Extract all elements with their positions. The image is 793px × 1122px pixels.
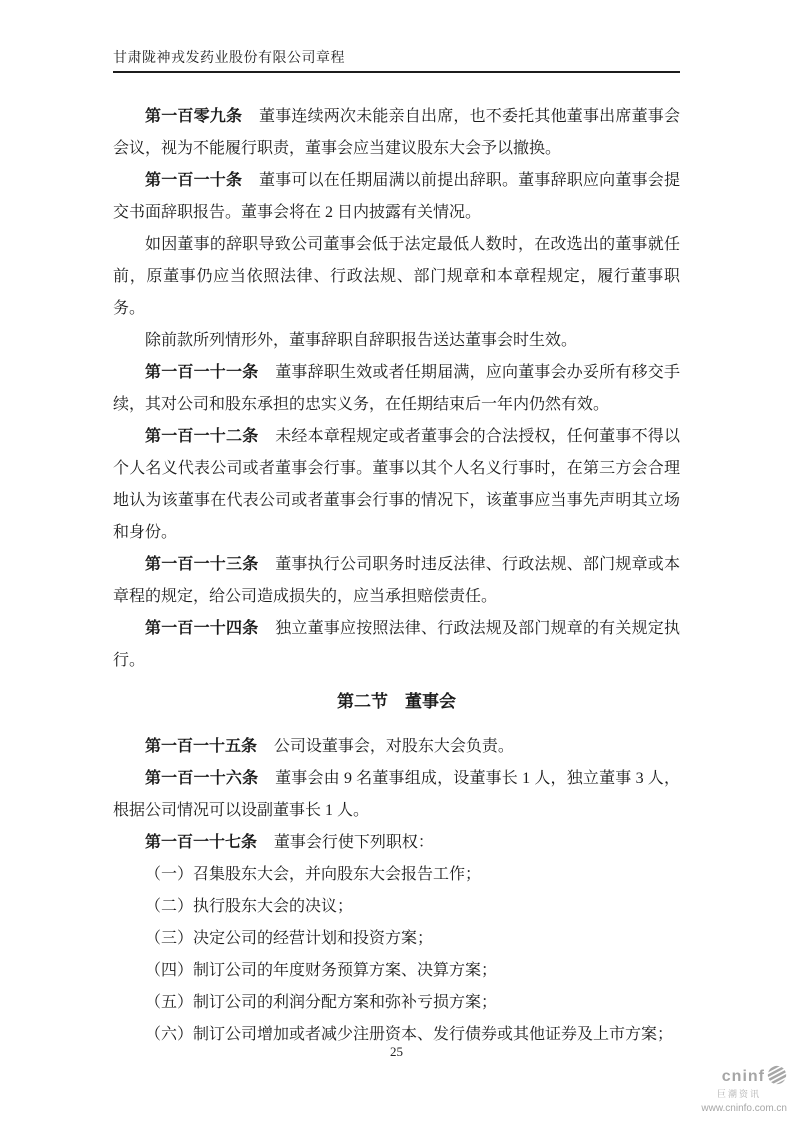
article-text: 董事连续两次未能亲自出席，也不委托其他董事出席董事会会议，视为不能履行职责，董事会应当建议股东大会予以撤换。	[113, 108, 680, 157]
page-number: 25	[390, 1044, 403, 1059]
document-title: 甘肃陇神戎发药业股份有限公司章程	[113, 51, 345, 66]
article-text: 除前款所列情形外，董事辞职自辞职报告送达董事会时生效。	[145, 332, 578, 349]
list-item: （五）制订公司的利润分配方案和弥补亏损方案；	[145, 994, 498, 1011]
article-paragraph	[113, 421, 680, 549]
article-text: 未经本章程规定或者董事会的合法授权，任何董事不得以个人名义代表公司或者董事会行事。董事以其个人名义行事时，在第三方会合理地认为该董事在代表公司或者董事会行事的情况下，该董事应当事先声明其立场和身份。	[113, 428, 680, 541]
cninfo-url: www.cninfo.com.cn	[701, 1103, 787, 1114]
list-item: （二）执行股东大会的决议；	[145, 898, 354, 915]
article-paragraph	[113, 763, 680, 827]
header-divider	[113, 71, 680, 73]
list-item: （六）制订公司增加或者减少注册资本、发行债券或其他证券及上市方案；	[145, 1026, 674, 1043]
article-number: 第一百一十一条	[145, 364, 259, 381]
list-item: （一）召集股东大会，并向股东大会报告工作；	[145, 866, 482, 883]
list-item: （四）制订公司的年度财务预算方案、决算方案；	[145, 962, 498, 979]
article-paragraph	[113, 357, 680, 421]
article-paragraph	[113, 549, 680, 613]
article-number: 第一百一十四条	[145, 620, 259, 637]
article-text: 董事可以在任期届满以前提出辞职。董事辞职应向董事会提交书面辞职报告。董事会将在 2 日内披露有关情况。	[113, 172, 680, 221]
article-number: 第一百一十二条	[145, 428, 259, 445]
article-number: 第一百一十七条	[145, 834, 258, 851]
article-text: 董事辞职生效或者任期届满，应向董事会办妥所有移交手续，其对公司和股东承担的忠实义务，在任期结束后一年内仍然有效。	[113, 364, 680, 413]
article-number: 第一百零九条	[145, 108, 243, 125]
article-number: 第一百一十六条	[145, 770, 259, 787]
article-text: 董事执行公司职务时违反法律、行政法规、部门规章或本章程的规定，给公司造成损失的，应当承担赔偿责任。	[113, 556, 680, 605]
article-paragraph	[113, 229, 680, 325]
article-number: 第一百一十五条	[145, 738, 258, 755]
article-paragraph	[113, 731, 680, 763]
article-text: 公司设董事会，对股东大会负责。	[273, 738, 514, 755]
cninfo-brand-text: cninf	[721, 1068, 765, 1086]
cninfo-watermark	[701, 1065, 787, 1114]
article-text: 董事会由 9 名董事组成，设董事长 1 人，独立董事 3 人，根据公司情况可以设副董事长 1 人。	[113, 770, 680, 819]
cninfo-logo-icon	[767, 1065, 787, 1090]
article-paragraph	[113, 827, 680, 859]
cninfo-logo-row	[722, 1065, 787, 1090]
document-body	[113, 101, 680, 1051]
article-paragraph	[113, 325, 680, 357]
page-header	[113, 0, 680, 73]
article-paragraph	[113, 613, 680, 677]
article-text: 如因董事的辞职导致公司董事会低于法定最低人数时，在改选出的董事就任前，原董事仍应当依照法律、行政法规、部门规章和本章程规定，履行董事职务。	[113, 236, 680, 317]
article-text: 独立董事应按照法律、行政法规及部门规章的有关规定执行。	[113, 620, 680, 669]
article-number: 第一百一十三条	[145, 556, 259, 573]
article-text: 董事会行使下列职权：	[273, 834, 434, 851]
article-paragraph	[113, 101, 680, 165]
cninfo-chinese-name: 巨潮资讯	[716, 1089, 761, 1100]
section-heading: 第二节 董事会	[337, 692, 456, 711]
list-item: （三）决定公司的经营计划和投资方案；	[145, 930, 434, 947]
article-number: 第一百一十条	[145, 172, 243, 189]
article-paragraph	[113, 165, 680, 229]
